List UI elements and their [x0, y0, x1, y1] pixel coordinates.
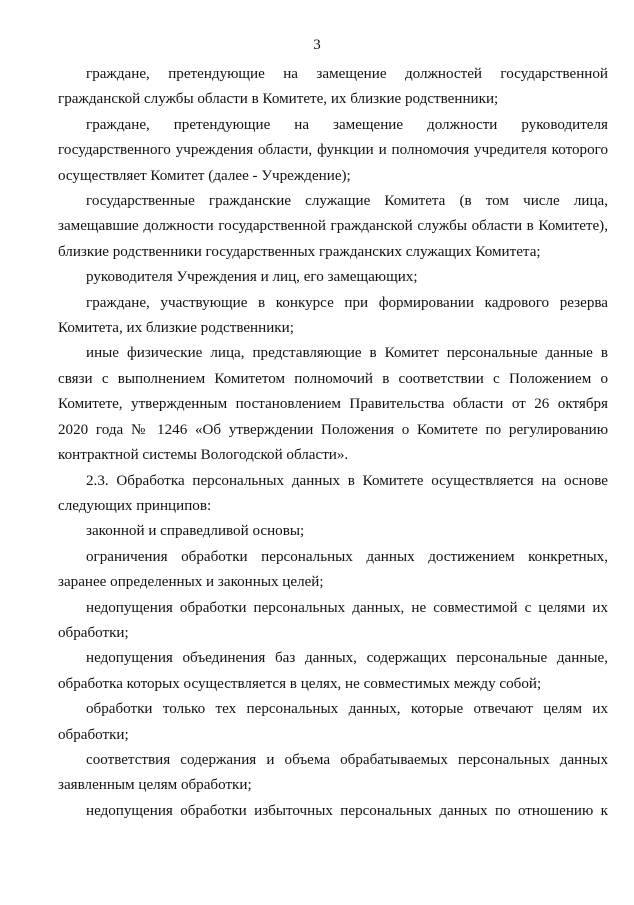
paragraph-continued: недопущения обработки избыточных персональных данных по отношению к — [86, 802, 608, 819]
paragraph: руководителя Учреждения и лиц, его замещающих; — [86, 269, 418, 286]
paragraph: граждане, участвующие в конкурсе при формировании кадрового резерва Комитета, их близкие родственники; — [58, 294, 608, 337]
paragraph: соответствия содержания и объема обрабатываемых персональных данных заявленным целям обработки; — [58, 751, 608, 794]
paragraph: граждане, претендующие на замещение должностей государственной гражданской службы области в Комитете, их близкие родственники; — [58, 66, 608, 108]
paragraph: обработки только тех персональных данных, которые отвечают целям их обработки; — [58, 701, 608, 743]
paragraph: недопущения обработки персональных данных, не совместимой с целями их обработки; — [58, 599, 608, 641]
paragraph: недопущения объединения баз данных, содержащих персональные данные, обработка которых осуществляется в целях, не совместимых между собой; — [58, 650, 608, 692]
paragraph: граждане, претендующие на замещение должности руководителя государственного учреждения области, функции и полномочия учредителя которого осуществляет Комитет (далее - Учреждение); — [58, 116, 608, 184]
paragraph: законной и справедливой основы; — [86, 523, 305, 540]
paragraph: иные физические лица, представляющие в Комитет персональные данные в связи с выполнением Комитетом полномочий в соответствии с Положением о Комитете, утвержденным постановлением Правительства области от 26 октября 2020 года № 1246 «Об утверждении Положения о Комитете по регулированию контрактной системы Вологодской области». — [58, 345, 608, 464]
paragraph: ограничения обработки персональных данных достижением конкретных, заранее определенных и законных целей; — [58, 548, 608, 591]
section-2-3-paragraph: 2.3. Обработка персональных данных в Комитете осуществляется на основе следующих принципов: — [58, 472, 608, 514]
paragraph: государственные гражданские служащие Комитета (в том числе лица, замещавшие должности государственной гражданской службы области в Комитете), близкие родственники государственных гражданских служащих Комитета; — [58, 193, 608, 260]
page-number: 3 — [313, 37, 321, 53]
document-body — [58, 62, 608, 824]
